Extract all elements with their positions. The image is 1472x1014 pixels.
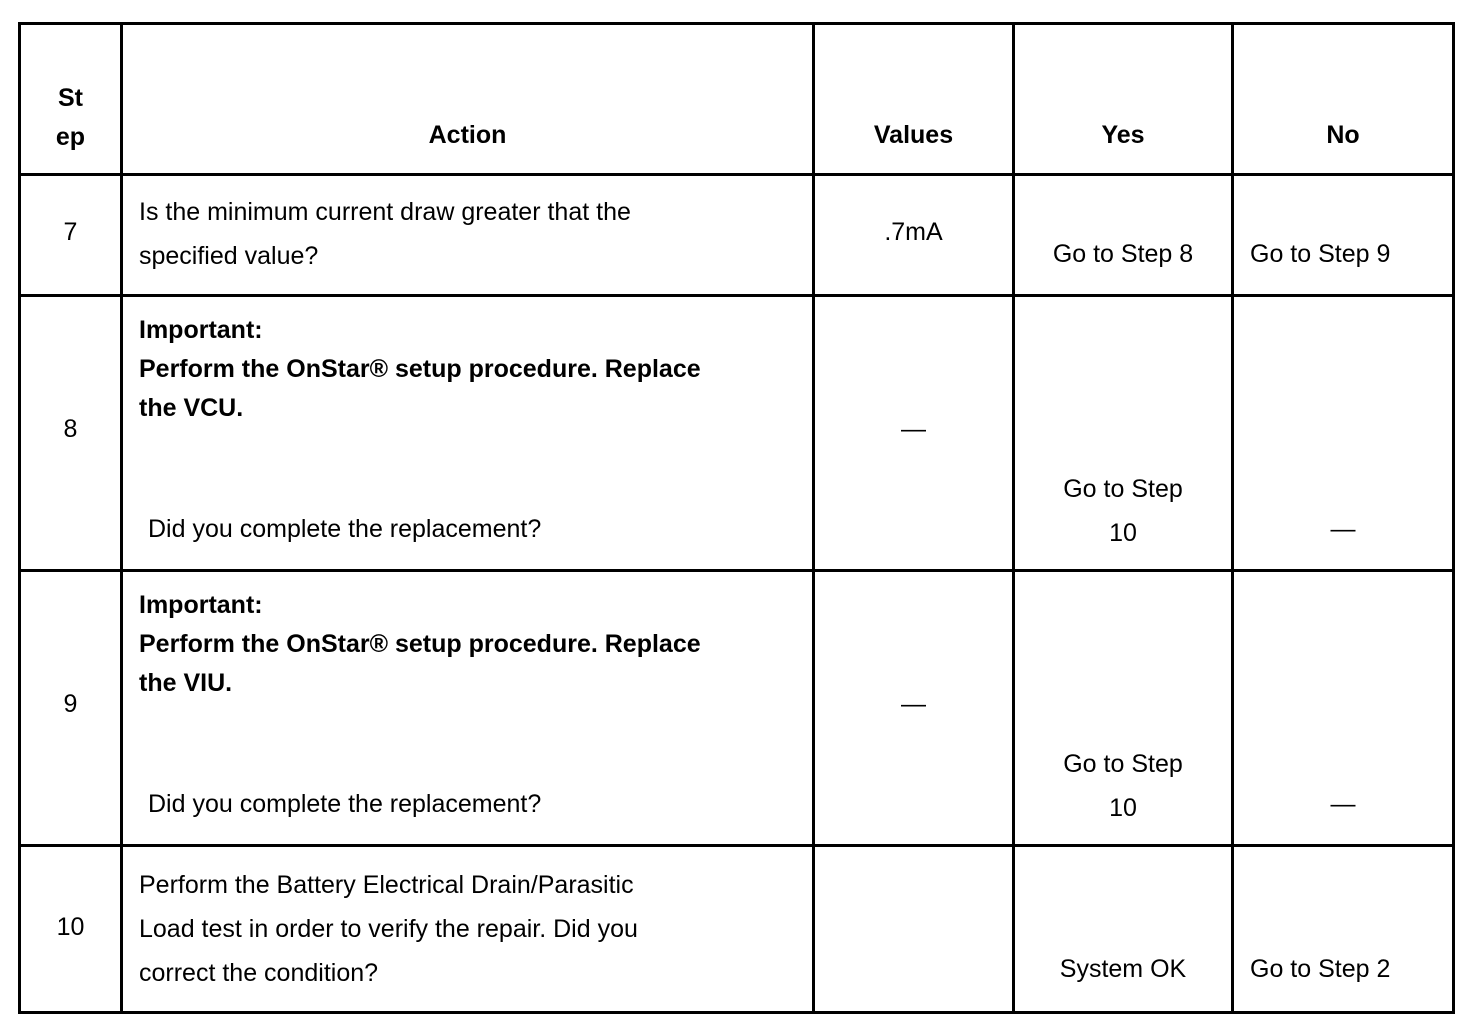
no-text: — xyxy=(1330,515,1356,543)
values-cell xyxy=(814,296,1014,571)
header-step-line1: St xyxy=(58,84,83,112)
yes-text-line1: Go to Step xyxy=(1063,750,1183,778)
no-text: Go to Step 9 xyxy=(1250,240,1391,268)
no-cell xyxy=(1233,175,1454,296)
header-no-label: No xyxy=(1326,121,1360,149)
value-text: .7mA xyxy=(884,218,943,246)
no-text: — xyxy=(1330,790,1356,818)
question-text: Did you complete the replacement? xyxy=(148,515,542,543)
step-cell xyxy=(20,846,122,1013)
action-cell xyxy=(122,175,814,296)
yes-text: Go to Step 8 xyxy=(1052,240,1194,268)
important-text-line2: the VCU. xyxy=(139,394,244,422)
table-row xyxy=(20,846,1454,1013)
step-cell xyxy=(20,175,122,296)
action-cell xyxy=(122,846,814,1013)
yes-cell xyxy=(1014,175,1233,296)
table-row xyxy=(20,571,1454,846)
header-yes xyxy=(1014,24,1233,175)
no-cell xyxy=(1233,571,1454,846)
header-no xyxy=(1233,24,1454,175)
action-text-line2: Load test in order to verify the repair. Did you xyxy=(139,915,638,943)
important-text-line2: the VIU. xyxy=(139,669,233,697)
value-text: — xyxy=(901,415,926,443)
step-cell xyxy=(20,571,122,846)
no-cell xyxy=(1233,846,1454,1013)
step-number: 7 xyxy=(63,218,78,246)
header-action-label: Action xyxy=(428,121,507,149)
important-label: Important: xyxy=(139,591,263,619)
header-values-label: Values xyxy=(873,121,954,149)
question-text: Did you complete the replacement? xyxy=(148,790,542,818)
no-text: Go to Step 2 xyxy=(1250,955,1391,983)
header-step-line2: ep xyxy=(55,123,86,151)
yes-text-line1: Go to Step xyxy=(1063,475,1183,503)
action-cell xyxy=(122,296,814,571)
action-text-line1: Perform the Battery Electrical Drain/Parasitic xyxy=(139,871,634,899)
action-text-line1: Is the minimum current draw greater that the xyxy=(139,198,631,226)
header-yes-label: Yes xyxy=(1101,121,1145,149)
header-action xyxy=(122,24,814,175)
important-text-line1: Perform the OnStar® setup procedure. Replace xyxy=(139,355,701,383)
step-number: 8 xyxy=(63,415,78,443)
action-text-line3: correct the condition? xyxy=(139,959,379,987)
step-number: 9 xyxy=(63,690,78,718)
step-number: 10 xyxy=(56,913,85,941)
no-cell xyxy=(1233,296,1454,571)
header-row xyxy=(20,24,1454,175)
action-text-line2: specified value? xyxy=(139,242,319,270)
yes-text: System OK xyxy=(1059,955,1187,983)
yes-text-line2: 10 xyxy=(1109,794,1137,822)
diagnostic-table xyxy=(18,22,1455,1014)
yes-text-line2: 10 xyxy=(1109,519,1137,547)
important-label: Important: xyxy=(139,316,263,344)
table-row xyxy=(20,175,1454,296)
step-cell xyxy=(20,296,122,571)
yes-cell xyxy=(1014,571,1233,846)
yes-cell xyxy=(1014,296,1233,571)
action-cell xyxy=(122,571,814,846)
values-cell xyxy=(814,571,1014,846)
values-cell xyxy=(814,175,1014,296)
important-text-line1: Perform the OnStar® setup procedure. Replace xyxy=(139,630,701,658)
header-values xyxy=(814,24,1014,175)
values-cell xyxy=(814,846,1014,1013)
value-text: — xyxy=(901,690,926,718)
header-step xyxy=(20,24,122,175)
yes-cell xyxy=(1014,846,1233,1013)
table-row xyxy=(20,296,1454,571)
